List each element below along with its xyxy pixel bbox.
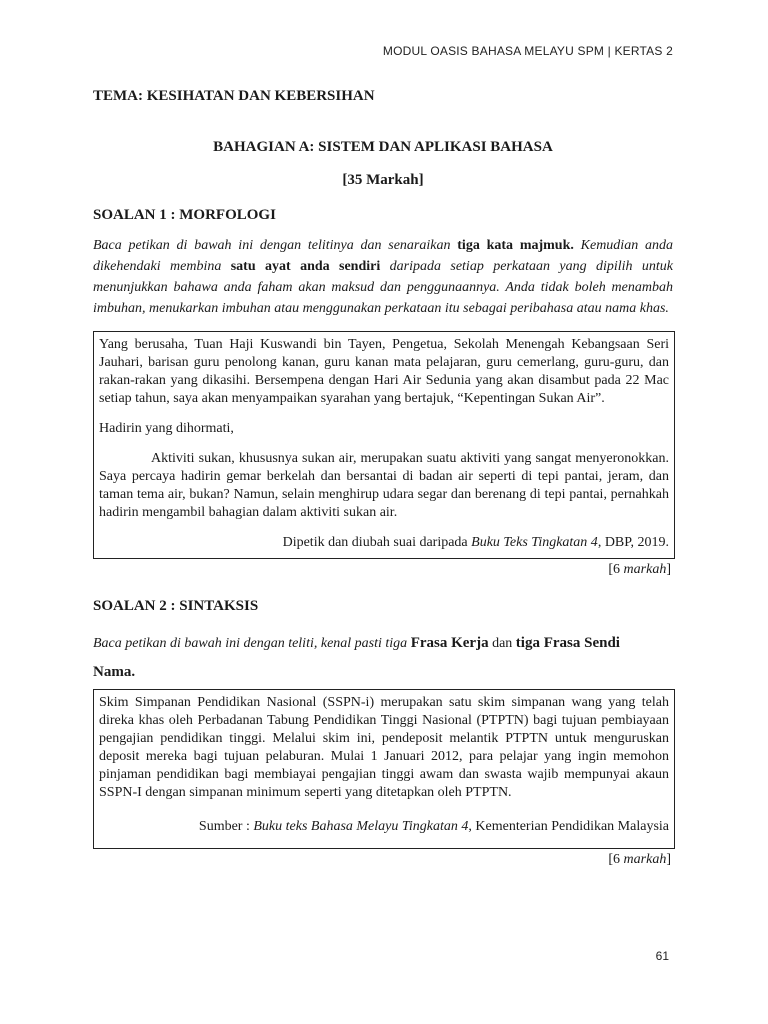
instr-text: dan — [488, 636, 516, 651]
instr-emphasis: tiga Frasa Sendi — [515, 635, 620, 651]
question-1-title: SOALAN 1 : MORFOLOGI — [93, 207, 276, 223]
question-2-marks — [93, 852, 673, 868]
passage-source — [99, 534, 669, 552]
source-text: , DBP, 2019. — [597, 535, 669, 550]
question-1-marks — [93, 562, 673, 578]
question-1-instruction — [93, 235, 673, 319]
passage-paragraph: Yang berusaha, Tuan Haji Kuswandi bin Tayen, Pengetua, Sekolah Menengah Kebangsaan Seri Jauhari, barisan guru penolong kanan, guru kanan mata pelajaran, guru cemerlang, guru-guru, dan rakan-rakan yang dikasihi. Bersempena dengan Hari Air Sedunia yang akan disambut pada 22 Mac setiap tahun, saya akan menyampaikan syarahan yang bertajuk, “Kepentingan Sukan Air”. — [99, 337, 669, 406]
page-number: 61 — [655, 949, 669, 963]
page-content — [93, 88, 673, 868]
source-title: Buku teks Bahasa Melayu Tingkatan 4 — [253, 819, 469, 834]
instr-emphasis: Nama. — [93, 664, 136, 680]
section-heading: BAHAGIAN A: SISTEM DAN APLIKASI BAHASA — [213, 139, 553, 155]
passage-source — [99, 818, 669, 836]
instr-text: daripada setiap perkataan yang dipilih untuk menunjukkan bahawa anda faham akan maksud dan penggunaannya. Anda tidak boleh menambah imbuhan, menukarkan imbuhan atau menggunakan perkataan itu sebagai peribahasa atau nama khas. — [93, 259, 674, 316]
running-header: MODUL OASIS BAHASA MELAYU SPM | KERTAS 2 — [382, 44, 673, 58]
total-marks: [35 Markah] — [342, 172, 424, 188]
theme-heading: TEMA: KESIHATAN DAN KEBERSIHAN — [93, 88, 375, 104]
source-text: Dipetik dan diubah suai daripada — [282, 535, 472, 550]
marks-word: markah — [623, 852, 667, 867]
marks-text: [6 — [608, 562, 624, 577]
marks-text: [6 — [608, 852, 624, 867]
question-1-passage-box — [93, 331, 675, 559]
instr-emphasis: tiga kata majmuk. — [457, 238, 574, 253]
instr-emphasis: Frasa Kerja — [410, 635, 489, 651]
instr-emphasis: satu ayat anda sendiri — [230, 259, 381, 274]
question-2-passage-box — [93, 689, 675, 849]
passage-paragraph: Aktiviti sukan, khususnya sukan air, merupakan suatu aktiviti yang sangat menyeronokkan. Saya percaya hadirin gemar berkelah dan bersantai di badan air seperti di tepi pantai, jeram, dan taman tema air, bukan? Namun, selain menghirup udara segar dan berenang di tepi pantai, pernahkah hadirin mengambil bahagian dalam aktiviti sukan air. — [99, 451, 669, 520]
marks-text: ] — [666, 562, 671, 577]
question-2-instruction — [93, 633, 673, 683]
source-title: Buku Teks Tingkatan 4 — [471, 535, 598, 550]
marks-word: markah — [623, 562, 667, 577]
instr-text: Baca petikan di bawah ini dengan teliti, kenal pasti tiga — [93, 636, 411, 651]
question-2-title: SOALAN 2 : SINTAKSIS — [93, 598, 259, 614]
marks-text: ] — [666, 852, 671, 867]
instr-text: Kemudian anda dikehendaki membina — [93, 238, 673, 274]
passage-paragraph: Skim Simpanan Pendidikan Nasional (SSPN-i) merupakan satu skim simpanan wang yang telah direka khas oleh Perbadanan Tabung Pendidikan Tinggi Nasional (PTPTN) bagi tujuan pembiayaan pengajian pendidikan tinggi. Melalui skim ini, pendeposit melantik PTPTN untuk menguruskan deposit mereka bagi tujuan pelaburan. Mulai 1 Januari 2012, para pelajar yang ingin memohon pinjaman pendidikan bagi membiayai pengajian tinggi awam dan swasta wajib mempunyai akaun SSPN-I dengan simpanan minimum seperti yang ditetapkan oleh PTPTN. — [99, 695, 669, 800]
source-text: Sumber : — [198, 819, 254, 834]
source-text: , Kementerian Pendidikan Malaysia — [468, 819, 669, 834]
passage-greeting: Hadirin yang dihormati, — [99, 421, 234, 436]
instr-text: Baca petikan di bawah ini dengan telitinya dan senaraikan — [93, 238, 458, 253]
